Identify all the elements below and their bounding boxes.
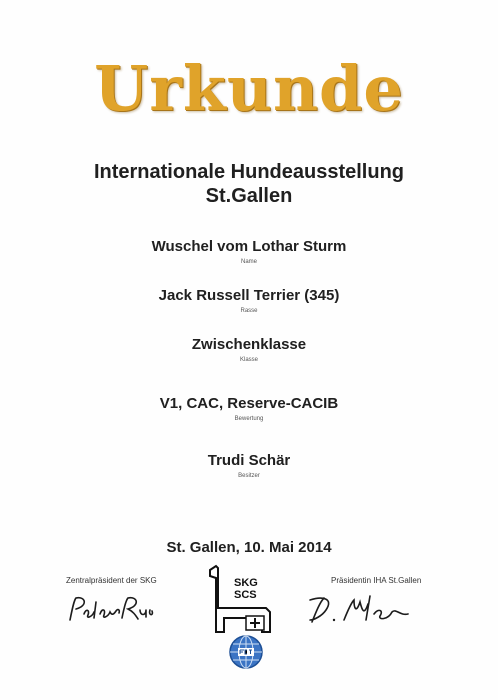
signature-right [304,590,414,630]
class-value: Zwischenklasse [191,336,307,353]
logo-text-top: SKG [234,577,258,589]
logo-text-bottom: SCS [234,589,257,601]
dog-name-label: Name [240,259,257,265]
certificate-title: Urkunde [94,52,404,125]
skg-logo-icon [206,564,274,634]
signatory-left-title: Zentralpräsident der SKG [66,576,157,585]
event-name: Internationale Hundeausstellung [93,161,405,183]
breed-value: Jack Russell Terrier (345) [158,287,340,304]
rating-label: Bewertung [234,416,264,422]
place-date: St. Gallen, 10. Mai 2014 [166,539,332,556]
signature-left [64,592,156,626]
signatory-right-title: Präsidentin IHA St.Gallen [331,576,422,585]
breed-label: Rasse [240,308,258,314]
owner-label: Besitzer [238,473,260,479]
owner-value: Trudi Schär [207,452,291,469]
event-location: St.Gallen [205,185,293,207]
fci-globe-icon [228,634,264,670]
class-label: Klasse [239,357,258,363]
rating-value: V1, CAC, Reserve-CACIB [159,395,339,412]
dog-name-value: Wuschel vom Lothar Sturm [151,238,347,255]
